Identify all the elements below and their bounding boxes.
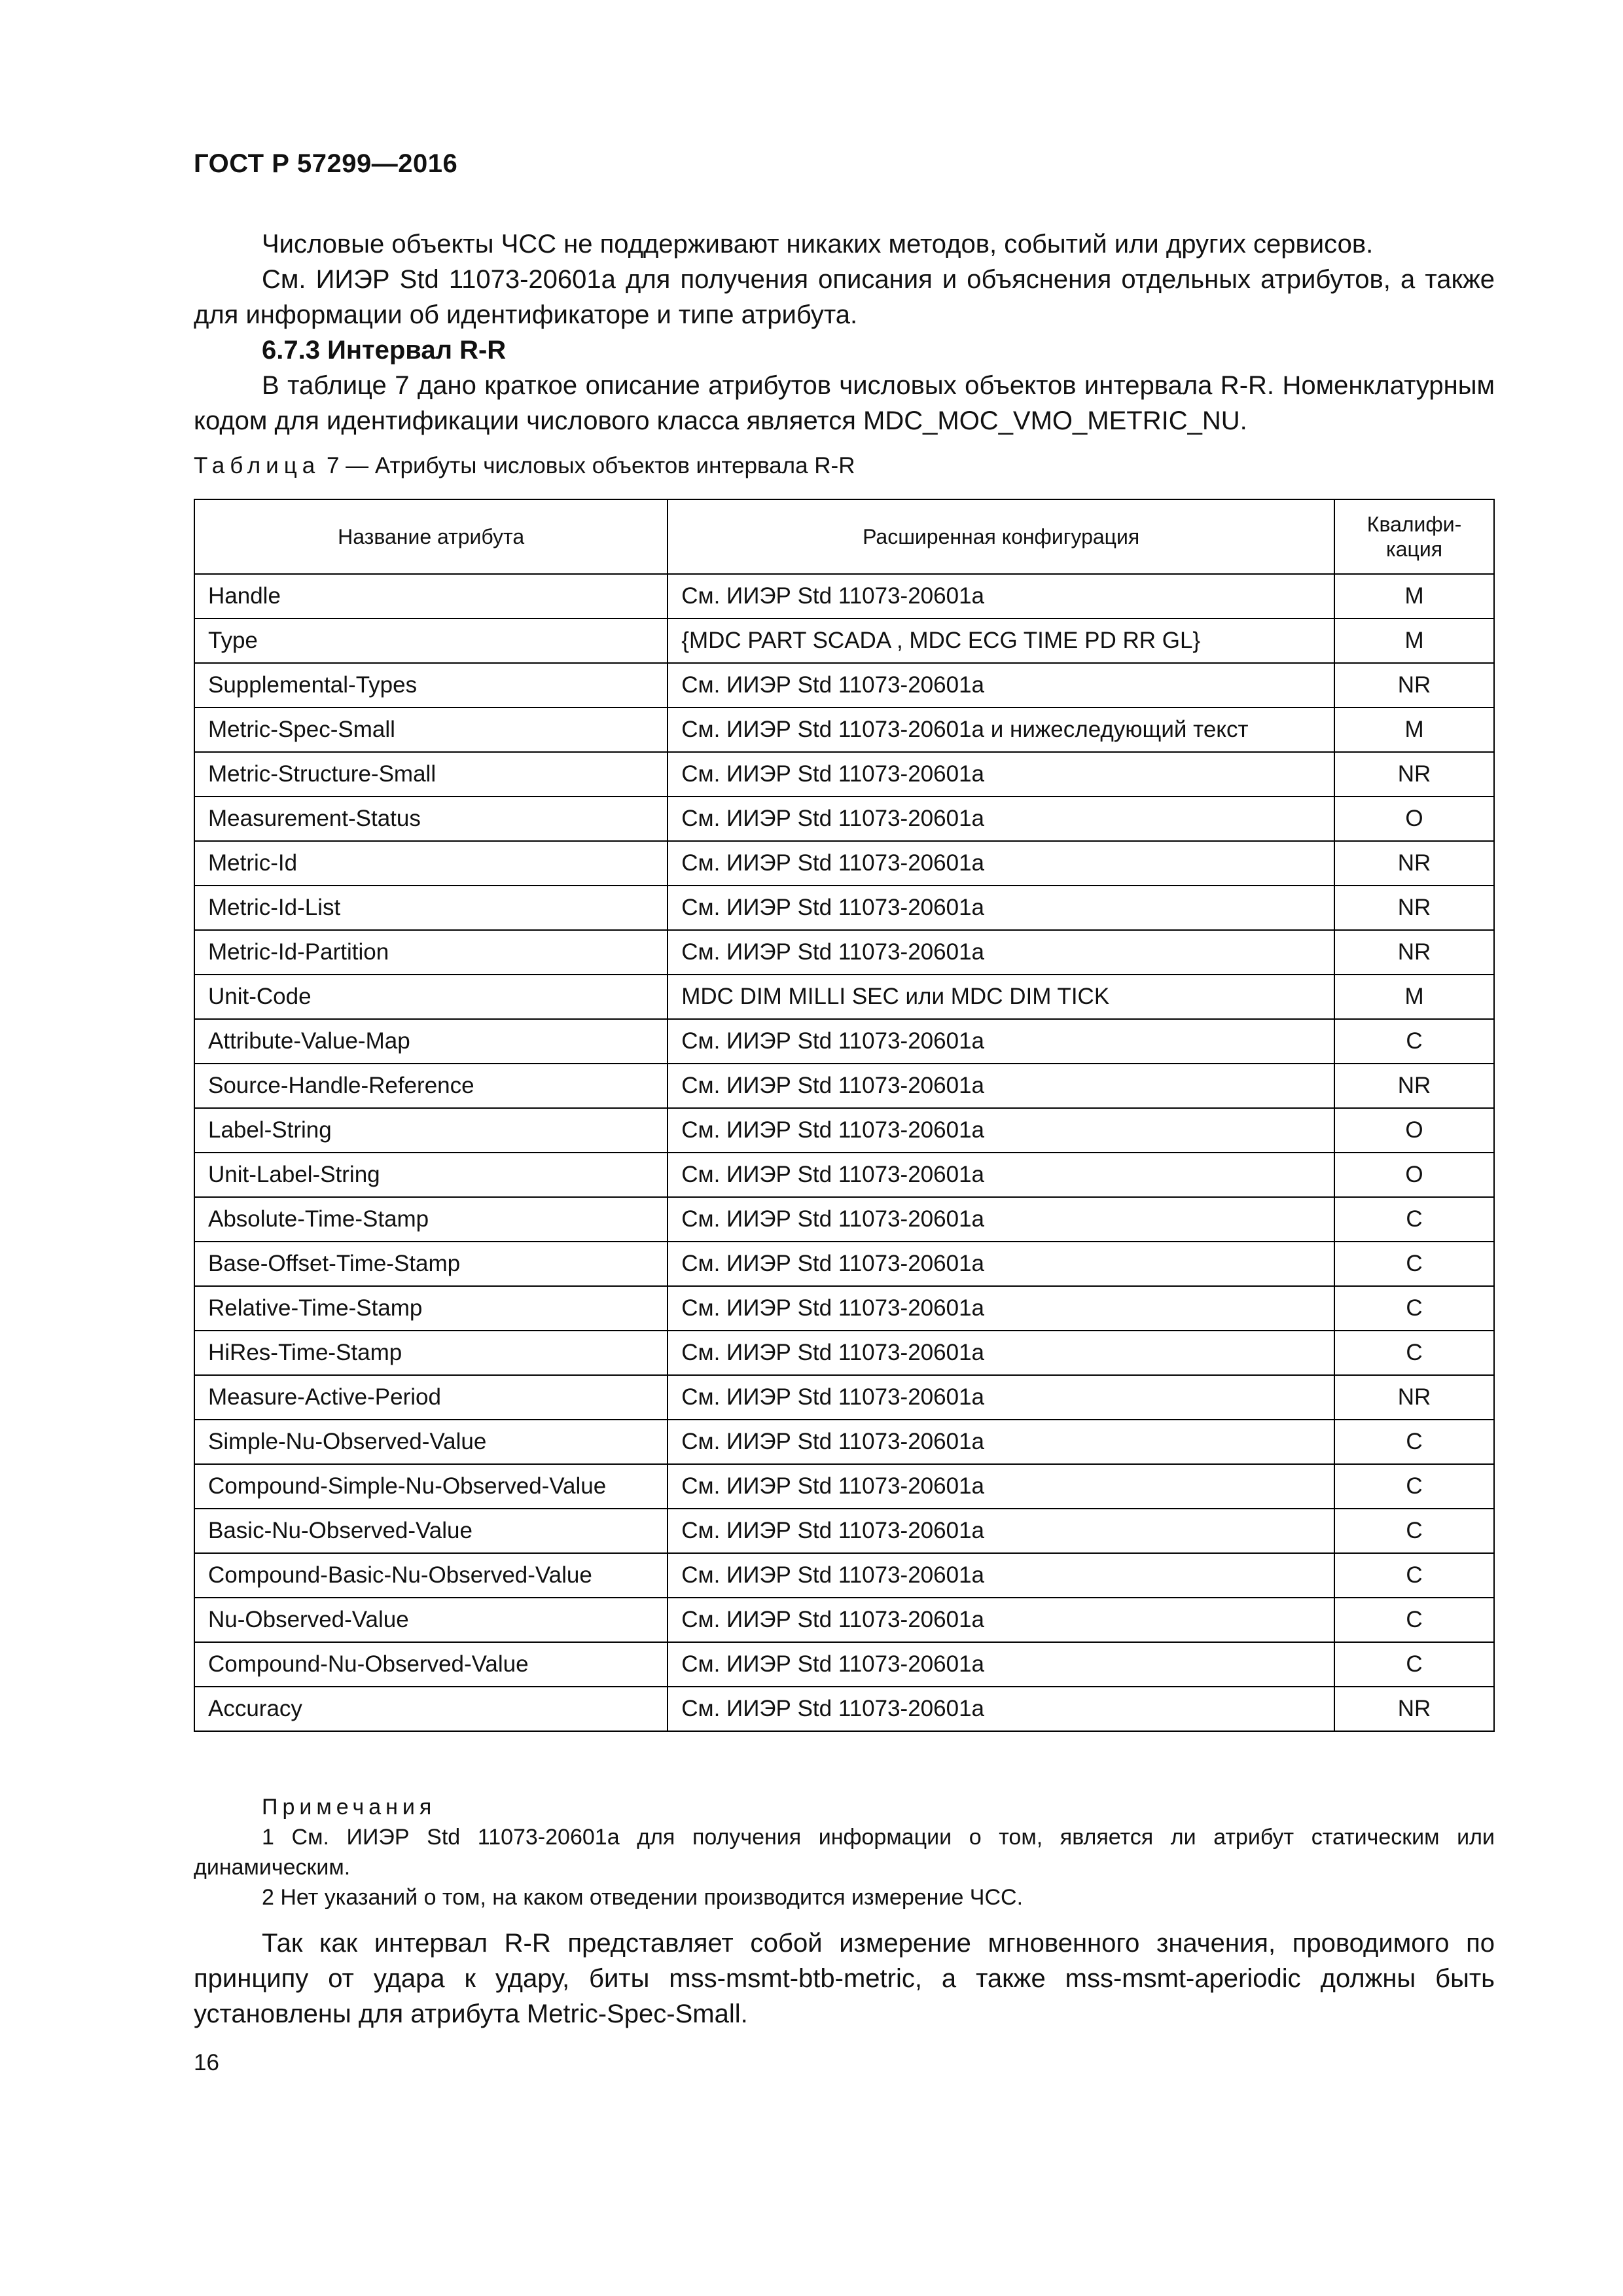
extended-config-cell: См. ИИЭР Std 11073-20601а (668, 663, 1334, 708)
extended-config-cell: См. ИИЭР Std 11073-20601а (668, 1331, 1334, 1375)
attribute-name-cell: Type (194, 619, 668, 663)
extended-config-cell: См. ИИЭР Std 11073-20601а (668, 752, 1334, 797)
table-row (194, 1420, 1494, 1464)
table-row (194, 1553, 1494, 1598)
table-row (194, 1598, 1494, 1642)
extended-config-cell: См. ИИЭР Std 11073-20601а (668, 1375, 1334, 1420)
table-caption-text: 7 — Атрибуты числовых объектов интервала R-R (326, 453, 855, 478)
extended-config-cell: См. ИИЭР Std 11073-20601а (668, 797, 1334, 841)
extended-config-cell: См. ИИЭР Std 11073-20601а (668, 1197, 1334, 1242)
extended-config-cell: См. ИИЭР Std 11073-20601а (668, 886, 1334, 930)
attribute-name-cell: Base-Offset-Time-Stamp (194, 1242, 668, 1286)
attribute-name-cell: Metric-Spec-Small (194, 708, 668, 752)
extended-config-cell: См. ИИЭР Std 11073-20601а (668, 1064, 1334, 1108)
attribute-name-cell: Compound-Simple-Nu-Observed-Value (194, 1464, 668, 1509)
table-caption-word: Таблица (194, 453, 321, 478)
table-row (194, 1509, 1494, 1553)
qualification-cell: С (1334, 1286, 1494, 1331)
note-2: 2 Нет указаний о том, на каком отведении производится измерение ЧСС. (262, 1885, 1024, 1910)
header-extended-config: Расширенная конфигурация (668, 499, 1334, 574)
extended-config-cell: MDC DIM MILLI SEC или MDC DIM TICK (668, 975, 1334, 1019)
header-qualification-line2: кация (1386, 537, 1443, 561)
attribute-name-cell: Metric-Id (194, 841, 668, 886)
table-row (194, 1331, 1494, 1375)
attribute-name-cell: Handle (194, 574, 668, 619)
table-row (194, 841, 1494, 886)
extended-config-cell: См. ИИЭР Std 11073-20601а (668, 1509, 1334, 1553)
attribute-name-cell: Supplemental-Types (194, 663, 668, 708)
intro-paragraph-3: В таблице 7 дано краткое описание атрибутов числовых объектов интервала R-R. Номенклатурным кодом для идентификации числового класса является MDC_MOC_VMO_METRIC_NU. (194, 371, 1495, 435)
extended-config-cell: См. ИИЭР Std 11073-20601а (668, 841, 1334, 886)
table-row (194, 663, 1494, 708)
extended-config-cell: См. ИИЭР Std 11073-20601а (668, 1019, 1334, 1064)
closing-paragraph: Так как интервал R-R представляет собой измерение мгновенного значения, проводимого по принципу от удара к удару, биты mss-msmt-btb-metric, а также mss-msmt-aperiodic должны быть установлены для атрибута Metric-Spec-Small. (194, 1929, 1495, 2028)
extended-config-cell: См. ИИЭР Std 11073-20601а (668, 1286, 1334, 1331)
extended-config-cell: См. ИИЭР Std 11073-20601а (668, 1108, 1334, 1153)
table-row (194, 1242, 1494, 1286)
attribute-name-cell: Unit-Code (194, 975, 668, 1019)
table-row (194, 574, 1494, 619)
table-row (194, 886, 1494, 930)
qualification-cell: С (1334, 1197, 1494, 1242)
attribute-name-cell: Unit-Label-String (194, 1153, 668, 1197)
qualification-cell: С (1334, 1019, 1494, 1064)
header-qualification (1334, 499, 1494, 574)
table-row (194, 1019, 1494, 1064)
section-heading: 6.7.3 Интервал R-R (262, 336, 507, 365)
qualification-cell: С (1334, 1242, 1494, 1286)
attribute-name-cell: Attribute-Value-Map (194, 1019, 668, 1064)
table-row (194, 1642, 1494, 1687)
attribute-name-cell: Simple-Nu-Observed-Value (194, 1420, 668, 1464)
qualification-cell: С (1334, 1598, 1494, 1642)
qualification-cell: NR (1334, 1064, 1494, 1108)
qualification-cell: NR (1334, 930, 1494, 975)
qualification-cell: С (1334, 1464, 1494, 1509)
attribute-name-cell: Relative-Time-Stamp (194, 1286, 668, 1331)
qualification-cell: NR (1334, 1687, 1494, 1731)
table-header-row (194, 499, 1494, 574)
qualification-cell: О (1334, 797, 1494, 841)
qualification-cell: М (1334, 619, 1494, 663)
extended-config-cell: {MDC PART SCADA , MDC ECG TIME PD RR GL} (668, 619, 1334, 663)
table-row (194, 752, 1494, 797)
extended-config-cell: См. ИИЭР Std 11073-20601а (668, 574, 1334, 619)
closing-text (194, 1926, 1495, 2032)
attribute-name-cell: Absolute-Time-Stamp (194, 1197, 668, 1242)
notes-block (194, 1792, 1495, 1912)
attribute-name-cell: Compound-Nu-Observed-Value (194, 1642, 668, 1687)
table-row (194, 1064, 1494, 1108)
extended-config-cell: См. ИИЭР Std 11073-20601а (668, 1642, 1334, 1687)
attribute-name-cell: Metric-Id-Partition (194, 930, 668, 975)
attribute-name-cell: Source-Handle-Reference (194, 1064, 668, 1108)
document-header: ГОСТ Р 57299—2016 (194, 149, 458, 178)
qualification-cell: NR (1334, 752, 1494, 797)
table-row (194, 1286, 1494, 1331)
qualification-cell: О (1334, 1153, 1494, 1197)
intro-text (194, 226, 1495, 439)
extended-config-cell: См. ИИЭР Std 11073-20601а (668, 1553, 1334, 1598)
attribute-name-cell: Measure-Active-Period (194, 1375, 668, 1420)
qualification-cell: С (1334, 1642, 1494, 1687)
note-1: 1 См. ИИЭР Std 11073-20601а для получения информации о том, является ли атрибут статическим или динамическим. (194, 1825, 1495, 1880)
extended-config-cell: См. ИИЭР Std 11073-20601а и нижеследующий текст (668, 708, 1334, 752)
table-row (194, 1464, 1494, 1509)
qualification-cell: О (1334, 1108, 1494, 1153)
extended-config-cell: См. ИИЭР Std 11073-20601а (668, 1153, 1334, 1197)
qualification-cell: С (1334, 1553, 1494, 1598)
qualification-cell: М (1334, 975, 1494, 1019)
notes-title: Примечания (262, 1795, 437, 1820)
attribute-name-cell: Nu-Observed-Value (194, 1598, 668, 1642)
table-row (194, 1108, 1494, 1153)
qualification-cell: С (1334, 1509, 1494, 1553)
qualification-cell: М (1334, 574, 1494, 619)
attribute-name-cell: Measurement-Status (194, 797, 668, 841)
table-row (194, 708, 1494, 752)
header-qualification-line1: Квалифи- (1366, 512, 1462, 536)
qualification-cell: NR (1334, 1375, 1494, 1420)
qualification-cell: NR (1334, 841, 1494, 886)
intro-paragraph-2: См. ИИЭР Std 11073-20601а для получения описания и объяснения отдельных атрибутов, а также для информации об идентификаторе и типе атрибута. (194, 265, 1495, 329)
attribute-name-cell: Accuracy (194, 1687, 668, 1731)
extended-config-cell: См. ИИЭР Std 11073-20601а (668, 1687, 1334, 1731)
extended-config-cell: См. ИИЭР Std 11073-20601а (668, 1242, 1334, 1286)
qualification-cell: NR (1334, 663, 1494, 708)
attributes-table (194, 499, 1495, 1732)
qualification-cell: С (1334, 1331, 1494, 1375)
attribute-name-cell: Basic-Nu-Observed-Value (194, 1509, 668, 1553)
table-row (194, 797, 1494, 841)
intro-paragraph-1: Числовые объекты ЧСС не поддерживают никаких методов, событий или других сервисов. (262, 230, 1374, 259)
table-row (194, 975, 1494, 1019)
extended-config-cell: См. ИИЭР Std 11073-20601а (668, 930, 1334, 975)
extended-config-cell: См. ИИЭР Std 11073-20601а (668, 1598, 1334, 1642)
table-row (194, 619, 1494, 663)
attribute-name-cell: Metric-Structure-Small (194, 752, 668, 797)
table-row (194, 1375, 1494, 1420)
table-row (194, 1153, 1494, 1197)
table-row (194, 930, 1494, 975)
table-body (194, 574, 1494, 1731)
qualification-cell: С (1334, 1420, 1494, 1464)
attribute-name-cell: Metric-Id-List (194, 886, 668, 930)
page-number: 16 (194, 2050, 219, 2075)
extended-config-cell: См. ИИЭР Std 11073-20601а (668, 1420, 1334, 1464)
table-caption (194, 453, 855, 479)
attribute-name-cell: Label-String (194, 1108, 668, 1153)
table-row (194, 1197, 1494, 1242)
attribute-name-cell: Compound-Basic-Nu-Observed-Value (194, 1553, 668, 1598)
attribute-name-cell: HiRes-Time-Stamp (194, 1331, 668, 1375)
extended-config-cell: См. ИИЭР Std 11073-20601а (668, 1464, 1334, 1509)
qualification-cell: NR (1334, 886, 1494, 930)
qualification-cell: М (1334, 708, 1494, 752)
table-row (194, 1687, 1494, 1731)
header-attribute-name: Название атрибута (194, 499, 668, 574)
